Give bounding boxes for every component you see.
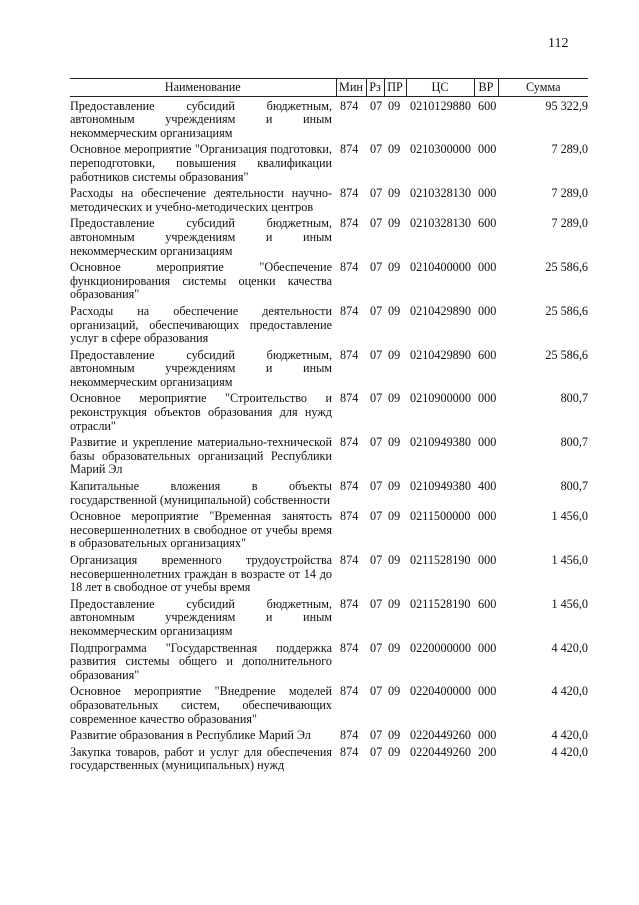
row-vr: 000: [478, 303, 497, 318]
row-rz: 07: [370, 728, 383, 743]
row-min: 874: [340, 640, 359, 655]
row-rz: 07: [370, 640, 383, 655]
row-cs: 0210400000: [410, 260, 471, 275]
row-cs: 0220449260: [410, 728, 471, 743]
row-min: 874: [340, 596, 359, 611]
row-name: Подпрограмма "Государственная поддержка развития системы общего и дополнительного образования": [70, 640, 332, 682]
row-pr: 09: [388, 640, 401, 655]
row-rz: 07: [370, 479, 383, 494]
table-row: [70, 184, 588, 214]
row-pr: 09: [388, 435, 401, 450]
table-row: [70, 214, 588, 258]
table-row: [70, 551, 588, 595]
row-vr: 600: [478, 596, 497, 611]
row-cs: 0210429890: [410, 303, 471, 318]
header-name: Наименование: [70, 79, 336, 97]
row-cs: 0220000000: [410, 640, 471, 655]
row-cs: 0211500000: [410, 509, 471, 524]
row-min: 874: [340, 186, 359, 201]
row-name: Основное мероприятие "Обеспечение функционирования системы оценки качества образования": [70, 260, 332, 302]
table-row: [70, 743, 588, 773]
table-row: [70, 96, 588, 140]
header-rz: Рз: [366, 79, 384, 97]
row-name: Основное мероприятие "Временная занятость несовершеннолетних в свободное от учебы время в образовательных организациях": [70, 509, 332, 551]
row-cs: 0210328130: [410, 186, 471, 201]
row-pr: 09: [388, 728, 401, 743]
header-cs: ЦС: [406, 79, 474, 97]
header-sum: Сумма: [498, 79, 588, 97]
row-rz: 07: [370, 142, 383, 157]
row-vr: 400: [478, 479, 497, 494]
header-min: Мин: [336, 79, 366, 97]
row-name: Расходы на обеспечение деятельности научно-методических и учебно-методических центров: [70, 186, 332, 214]
row-min: 874: [340, 744, 359, 759]
table-row: [70, 477, 588, 507]
row-cs: 0211528190: [410, 596, 471, 611]
row-name: Основное мероприятие "Строительство и реконструкция объектов образования для нужд отрасли": [70, 391, 332, 433]
table-row: [70, 433, 588, 477]
row-pr: 09: [388, 186, 401, 201]
row-rz: 07: [370, 435, 383, 450]
row-cs: 0210429890: [410, 347, 471, 362]
row-vr: 000: [478, 391, 497, 406]
table-row: [70, 595, 588, 639]
row-name: Предоставление субсидий бюджетным, автономным учреждениям и иным некоммерческим организациям: [70, 216, 332, 258]
table-row: [70, 389, 588, 433]
row-min: 874: [340, 479, 359, 494]
row-cs: 0210949380: [410, 479, 471, 494]
row-vr: 000: [478, 509, 497, 524]
row-sum: 7 289,0: [551, 216, 588, 231]
row-vr: 000: [478, 186, 497, 201]
budget-table: [70, 78, 588, 773]
row-min: 874: [340, 216, 359, 231]
row-vr: 000: [478, 435, 497, 450]
row-pr: 09: [388, 553, 401, 567]
row-min: 874: [340, 260, 359, 275]
row-rz: 07: [370, 186, 383, 201]
row-pr: 09: [388, 684, 401, 699]
row-min: 874: [340, 553, 359, 567]
row-min: 874: [340, 98, 359, 113]
row-rz: 07: [370, 684, 383, 699]
row-min: 874: [340, 509, 359, 524]
row-min: 874: [340, 435, 359, 450]
row-pr: 09: [388, 303, 401, 318]
row-vr: 600: [478, 347, 497, 362]
row-vr: 000: [478, 142, 497, 157]
row-sum: 25 586,6: [545, 260, 588, 275]
row-sum: 25 586,6: [545, 347, 588, 362]
row-rz: 07: [370, 553, 383, 567]
row-cs: 0210900000: [410, 391, 471, 406]
table-row: [70, 507, 588, 551]
row-cs: 0220449260: [410, 744, 471, 759]
row-pr: 09: [388, 744, 401, 759]
table-row: [70, 682, 588, 726]
page-number: 112: [548, 36, 569, 51]
row-rz: 07: [370, 303, 383, 318]
row-sum: 800,7: [560, 391, 588, 406]
row-name: Предоставление субсидий бюджетным, автономным учреждениям и иным некоммерческим организациям: [70, 347, 332, 389]
row-min: 874: [340, 142, 359, 157]
row-vr: 000: [478, 553, 497, 567]
row-min: 874: [340, 347, 359, 362]
row-rz: 07: [370, 347, 383, 362]
row-vr: 000: [478, 728, 497, 743]
row-min: 874: [340, 728, 359, 743]
row-cs: 0210300000: [410, 142, 471, 157]
header-vr: ВР: [474, 79, 498, 97]
row-rz: 07: [370, 596, 383, 611]
row-rz: 07: [370, 260, 383, 275]
row-sum: 7 289,0: [551, 142, 588, 157]
row-sum: 4 420,0: [551, 684, 588, 699]
row-rz: 07: [370, 391, 383, 406]
row-pr: 09: [388, 347, 401, 362]
row-sum: 95 322,9: [545, 98, 588, 113]
table-row: [70, 258, 588, 302]
row-rz: 07: [370, 509, 383, 524]
row-min: 874: [340, 391, 359, 406]
row-vr: 600: [478, 98, 497, 113]
row-pr: 09: [388, 509, 401, 524]
row-cs: 0210328130: [410, 216, 471, 231]
row-vr: 000: [478, 684, 497, 699]
row-name: Расходы на обеспечение деятельности организаций, обеспечивающих предоставление услуг в сфере образования: [70, 303, 332, 346]
row-name: Основное мероприятие "Организация подготовки, переподготовки, повышения квалификации работников системы образования": [70, 142, 332, 184]
row-sum: 800,7: [560, 435, 588, 450]
row-min: 874: [340, 303, 359, 318]
row-vr: 000: [478, 260, 497, 275]
row-pr: 09: [388, 142, 401, 157]
row-pr: 09: [388, 596, 401, 611]
row-rz: 07: [370, 216, 383, 231]
row-name: Развитие и укрепление материально-технической базы образовательных организаций Республики Марий Эл: [70, 435, 332, 477]
row-name: Закупка товаров, работ и услуг для обеспечения государственных (муниципальных) нужд: [70, 744, 332, 773]
table-row: [70, 302, 588, 346]
row-name: Предоставление субсидий бюджетным, автономным учреждениям и иным некоммерческим организациям: [70, 596, 332, 638]
row-pr: 09: [388, 391, 401, 406]
row-rz: 07: [370, 98, 383, 113]
row-vr: 600: [478, 216, 497, 231]
row-cs: 0211528190: [410, 553, 471, 567]
row-sum: 1 456,0: [551, 509, 588, 524]
row-pr: 09: [388, 98, 401, 113]
table-body: [70, 96, 588, 773]
row-sum: 800,7: [560, 479, 588, 494]
row-sum: 4 420,0: [551, 728, 588, 743]
row-vr: 000: [478, 640, 497, 655]
table-row: [70, 639, 588, 683]
row-name: Капитальные вложения в объекты государственной (муниципальной) собственности: [70, 479, 332, 507]
row-cs: 0210949380: [410, 435, 471, 450]
row-sum: 7 289,0: [551, 186, 588, 201]
row-sum: 4 420,0: [551, 640, 588, 655]
row-vr: 200: [478, 744, 497, 759]
row-sum: 1 456,0: [551, 596, 588, 611]
table-header: [70, 79, 588, 97]
row-sum: 4 420,0: [551, 744, 588, 759]
row-cs: 0210129880: [410, 98, 471, 113]
table-row: [70, 726, 588, 743]
row-name: Организация временного трудоустройства несовершеннолетних граждан в возрасте от 14 до 18 лет в свободное от учебы время: [70, 553, 332, 595]
row-pr: 09: [388, 260, 401, 275]
row-rz: 07: [370, 744, 383, 759]
row-pr: 09: [388, 479, 401, 494]
row-cs: 0220400000: [410, 684, 471, 699]
table-row: [70, 140, 588, 184]
row-name: Основное мероприятие "Внедрение моделей образовательных систем, обеспечивающих современное качество образования": [70, 684, 332, 726]
header-pr: ПР: [384, 79, 406, 97]
row-sum: 1 456,0: [551, 553, 588, 567]
row-name: Развитие образования в Республике Марий Эл: [70, 728, 311, 743]
row-sum: 25 586,6: [545, 303, 588, 318]
table-row: [70, 346, 588, 390]
row-pr: 09: [388, 216, 401, 231]
row-min: 874: [340, 684, 359, 699]
row-name: Предоставление субсидий бюджетным, автономным учреждениям и иным некоммерческим организациям: [70, 98, 332, 140]
